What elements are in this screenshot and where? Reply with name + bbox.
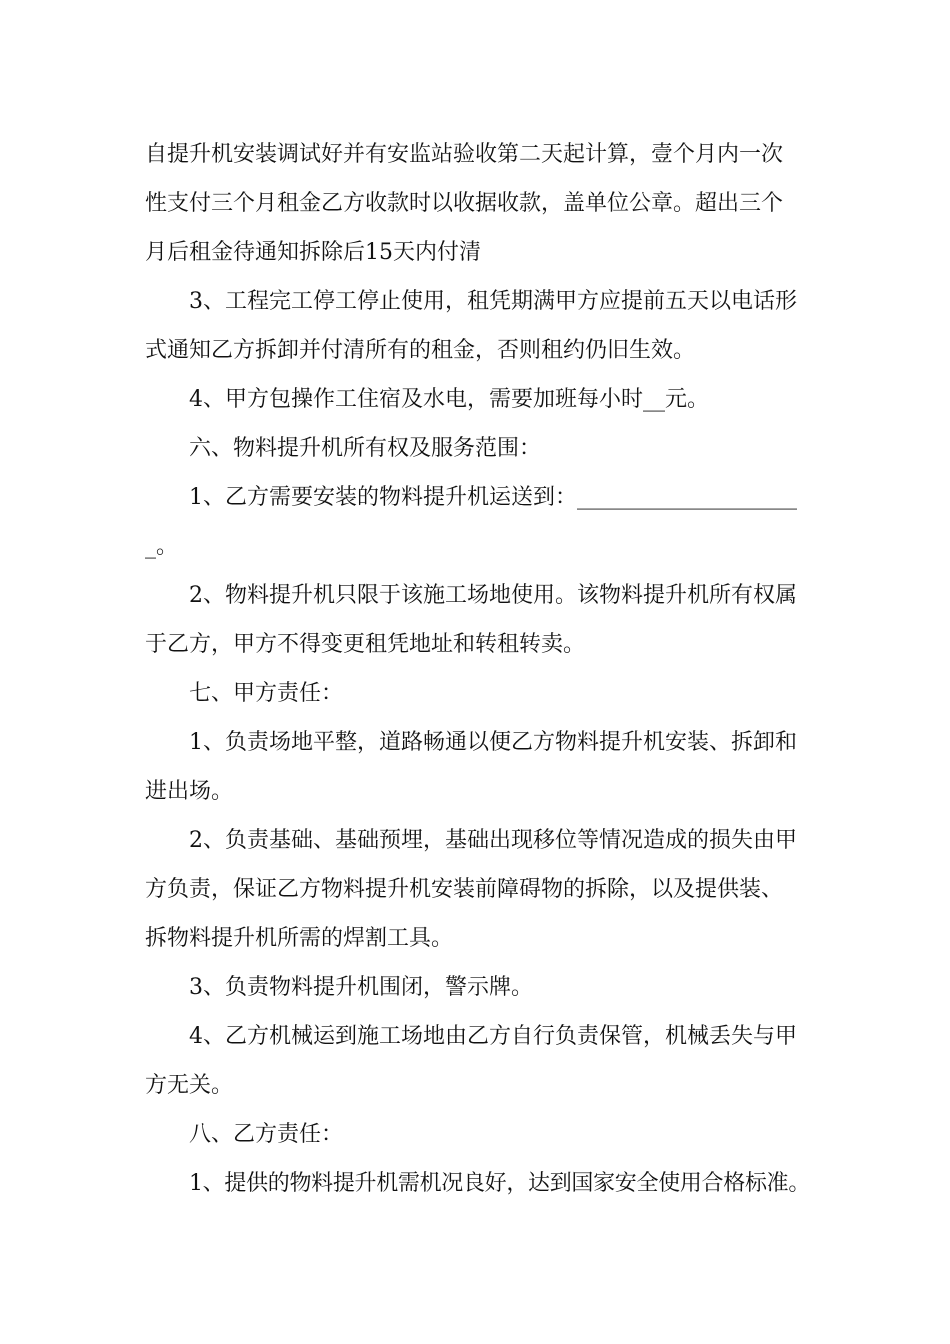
text-line: _。: [145, 534, 179, 559]
text-line: 3、工程完工停工停止使用，租凭期满甲方应提前五天以电话形: [189, 289, 797, 314]
paragraph-s7-clause-3: [145, 963, 810, 1012]
paragraph-s7-clause-1: [145, 718, 810, 816]
text-line: 1、负责场地平整，道路畅通以便乙方物料提升机安装、拆卸和: [189, 730, 797, 755]
paragraph-rent-payment-cont: [145, 130, 810, 277]
text-line: 方无关。: [145, 1073, 234, 1098]
section-heading: 六、物料提升机所有权及服务范围：: [189, 436, 542, 461]
text-line: 式通知乙方拆卸并付清所有的租金，否则租约仍旧生效。: [145, 338, 696, 363]
text-line: 3、负责物料提升机围闭，警示牌。: [189, 975, 533, 1000]
text-line: 于乙方，甲方不得变更租凭地址和转租转卖。: [145, 632, 586, 657]
paragraph-s7-clause-4: [145, 1012, 810, 1110]
text-line: 进出场。: [145, 779, 234, 804]
section-heading: 七、甲方责任：: [189, 681, 344, 706]
text-line: 2、负责基础、基础预埋，基础出现移位等情况造成的损失由甲: [189, 828, 797, 853]
text-line: 拆物料提升机所需的焊割工具。: [145, 926, 454, 951]
document-body: [145, 130, 810, 1208]
text-line: 方负责，保证乙方物料提升机安装前障碍物的拆除，以及提供装、: [145, 877, 784, 902]
text-line: 4、甲方包操作工住宿及水电，需要加班每小时__元。: [189, 387, 709, 412]
paragraph-s8-clause-1: [145, 1159, 810, 1208]
text-line: 自提升机安装调试好并有安监站验收第二天起计算，壹个月内一次: [145, 142, 784, 167]
heading-section-8: [145, 1110, 810, 1159]
paragraph-s6-clause-2: [145, 571, 810, 669]
paragraph-s7-clause-2: [145, 816, 810, 963]
paragraph-s6-clause-1: [145, 473, 810, 571]
section-heading: 八、乙方责任：: [189, 1122, 344, 1147]
text-line: 性支付三个月租金乙方收款时以收据收款，盖单位公章。超出三个: [145, 191, 784, 216]
paragraph-clause-4: [145, 375, 810, 424]
text-line: 月后租金待通知拆除后15天内付清: [145, 240, 481, 265]
text-line: 1、提供的物料提升机需机况良好，达到国家安全使用合格标准。: [189, 1171, 811, 1196]
text-line: 2、物料提升机只限于该施工场地使用。该物料提升机所有权属: [189, 583, 797, 608]
paragraph-clause-3: [145, 277, 810, 375]
text-line: 4、乙方机械运到施工场地由乙方自行负责保管，机械丢失与甲: [189, 1024, 797, 1049]
heading-section-6: [145, 424, 810, 473]
text-line: 1、乙方需要安装的物料提升机运送到：____________________: [189, 485, 797, 510]
heading-section-7: [145, 669, 810, 718]
